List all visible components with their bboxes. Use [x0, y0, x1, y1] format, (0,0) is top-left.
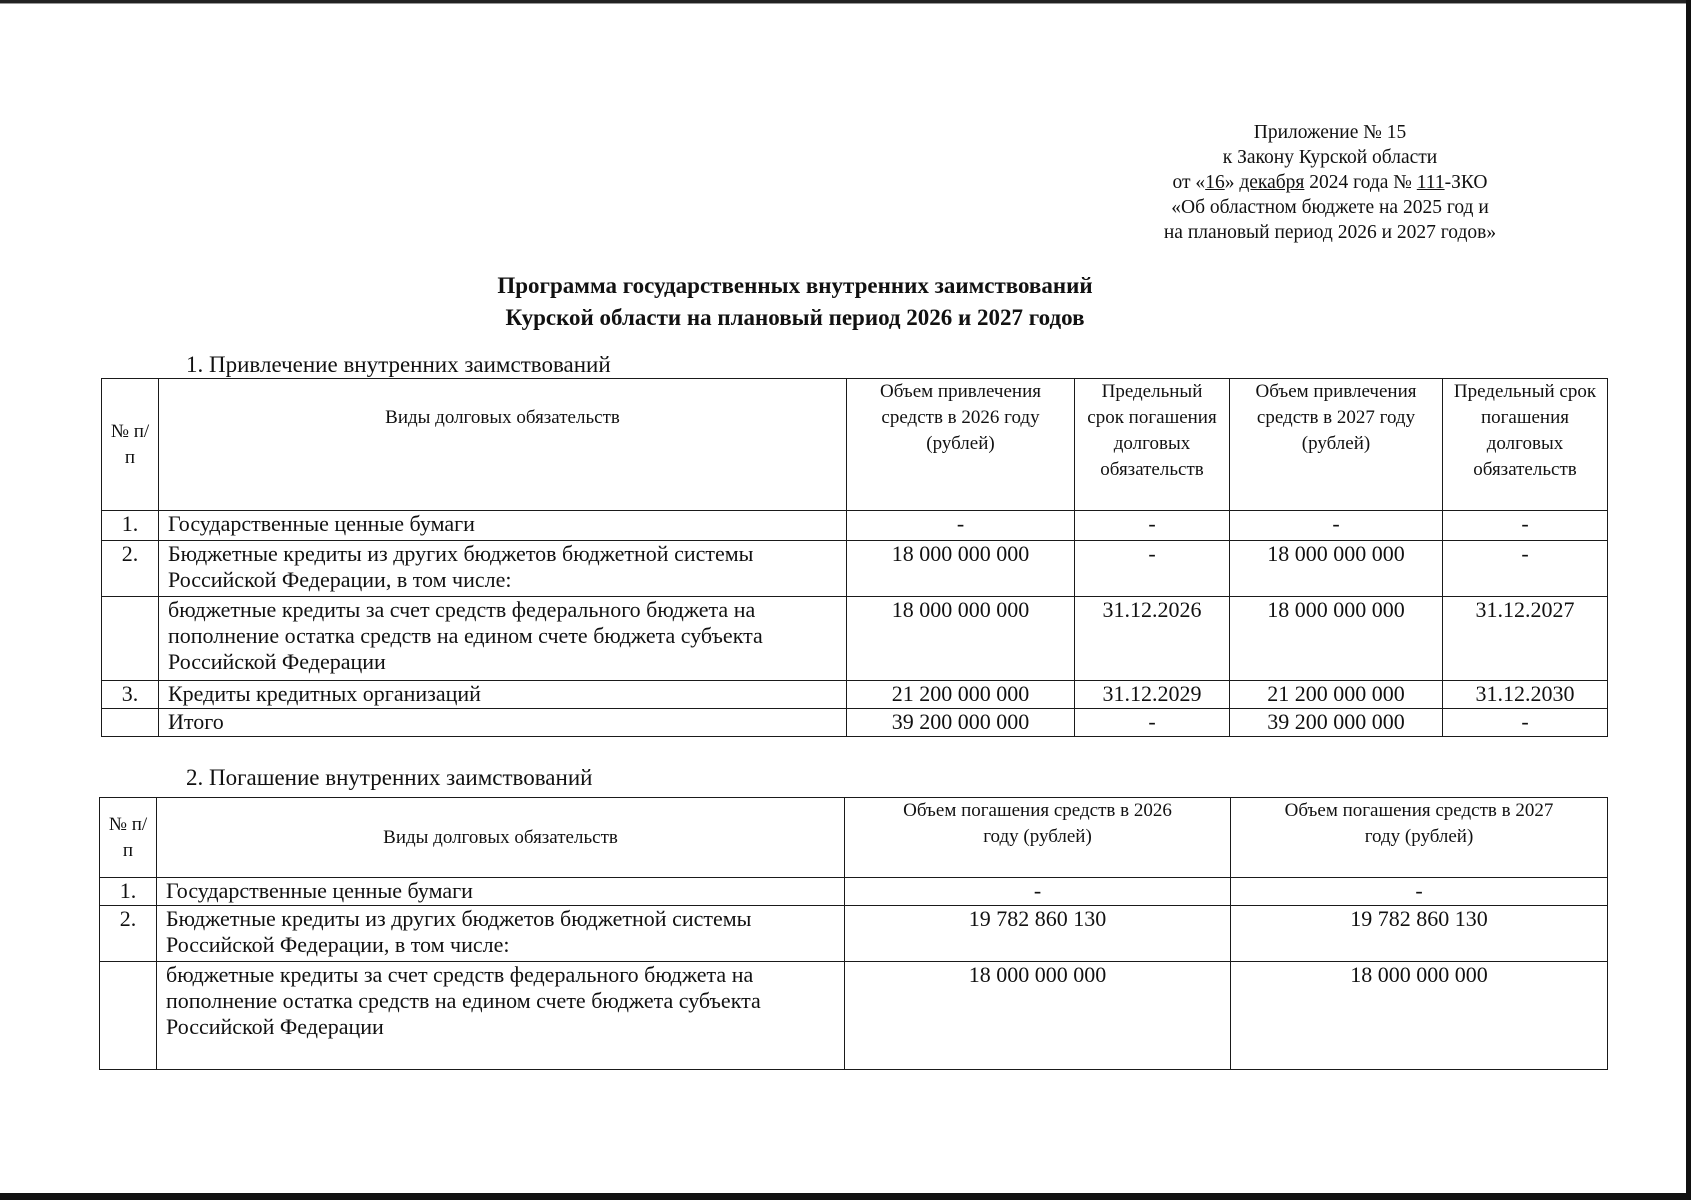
- row-vol2026: 18 000 000 000: [847, 541, 1075, 597]
- appendix-law-title-1: «Об областном бюджете на 2025 год и: [1171, 197, 1489, 218]
- col-header-vol2027: Объем привлечения средств в 2027 году (рублей): [1230, 379, 1443, 511]
- row-term2026: 31.12.2029: [1075, 681, 1230, 709]
- law-number: 111: [1416, 172, 1445, 193]
- row-term2026: 31.12.2026: [1075, 597, 1230, 681]
- date-mid1: »: [1224, 172, 1240, 193]
- col-header-vol2026: Объем погашения средств в 2026 году (рублей): [845, 798, 1231, 878]
- row-vol2027: 18 000 000 000: [1230, 597, 1443, 681]
- date-month: декабря: [1239, 172, 1305, 193]
- row-num: 1.: [102, 511, 159, 541]
- row-vol2026: 18 000 000 000: [847, 597, 1075, 681]
- col-header-num: № п/п: [100, 798, 157, 878]
- row-term2027: -: [1443, 511, 1608, 541]
- row-type: Бюджетные кредиты из других бюджетов бюджетной системы Российской Федерации, в том числе:: [159, 541, 847, 597]
- borrowing-attraction-table: [101, 378, 1608, 737]
- row-term2026: -: [1075, 541, 1230, 597]
- section-2-heading: 2. Погашение внутренних заимствований: [186, 765, 593, 790]
- row-type: Государственные ценные бумаги: [157, 878, 845, 906]
- table-row: [102, 681, 1608, 709]
- row-type: Государственные ценные бумаги: [159, 511, 847, 541]
- row-vol2027: 19 782 860 130: [1231, 906, 1608, 962]
- table-row: [102, 597, 1608, 681]
- row-vol2026: 21 200 000 000: [847, 681, 1075, 709]
- appendix-law: к Закону Курской области: [1222, 147, 1438, 168]
- table-header-row: [102, 379, 1608, 511]
- row-num: [102, 709, 159, 737]
- row-vol2027: -: [1230, 511, 1443, 541]
- law-suffix: -ЗКО: [1444, 172, 1488, 193]
- col-header-type: Виды долговых обязательств: [157, 798, 845, 878]
- date-day: 16: [1205, 172, 1225, 193]
- row-type: Бюджетные кредиты из других бюджетов бюджетной системы Российской Федерации, в том числе:: [157, 906, 845, 962]
- row-type: Кредиты кредитных организаций: [159, 681, 847, 709]
- row-type: Итого: [159, 709, 847, 737]
- row-type: бюджетные кредиты за счет средств федерального бюджета на пополнение остатка средств на едином счете бюджета субъекта Российской Федерации: [157, 962, 845, 1070]
- table-header-row: [100, 798, 1608, 878]
- row-term2027: 31.12.2027: [1443, 597, 1608, 681]
- title-line-2: Курской области на плановый период 2026 и 2027 годов: [505, 305, 1085, 330]
- row-term2026: -: [1075, 709, 1230, 737]
- row-vol2027: 39 200 000 000: [1230, 709, 1443, 737]
- appendix-date-line: [1110, 170, 1550, 195]
- col-header-vol2026: Объем привлечения средств в 2026 году (рублей): [847, 379, 1075, 511]
- row-vol2026: 39 200 000 000: [847, 709, 1075, 737]
- table-row: [100, 906, 1608, 962]
- table-row: [102, 541, 1608, 597]
- row-term2027: -: [1443, 709, 1608, 737]
- row-vol2026: -: [847, 511, 1075, 541]
- scan-edge-right: [1686, 0, 1691, 1200]
- col-header-vol2027: Объем погашения средств в 2027 году (рублей): [1231, 798, 1608, 878]
- row-vol2026: 19 782 860 130: [845, 906, 1231, 962]
- document-title: [300, 270, 1290, 334]
- scan-edge-bottom: [0, 1193, 1691, 1200]
- scan-edge-top-thin: [0, 3, 1691, 4]
- row-num: 1.: [100, 878, 157, 906]
- title-line-1: Программа государственных внутренних заимствований: [497, 273, 1093, 298]
- row-vol2027: 18 000 000 000: [1231, 962, 1608, 1070]
- appendix-law-title-2: на плановый период 2026 и 2027 годов»: [1163, 222, 1497, 243]
- col-header-type: Виды долговых обязательств: [159, 379, 847, 511]
- row-vol2026: 18 000 000 000: [845, 962, 1231, 1070]
- col-header-term2027: Предельный срок погашения долговых обязательств: [1443, 379, 1608, 511]
- row-vol2027: 21 200 000 000: [1230, 681, 1443, 709]
- row-num: 2.: [100, 906, 157, 962]
- row-type: бюджетные кредиты за счет средств федерального бюджета на пополнение остатка средств на едином счете бюджета субъекта Российской Федерации: [159, 597, 847, 681]
- table-total-row: [102, 709, 1608, 737]
- appendix-number: Приложение № 15: [1253, 122, 1407, 143]
- table-row: [100, 878, 1608, 906]
- section-1-heading: 1. Привлечение внутренних заимствований: [186, 352, 611, 377]
- row-num: 3.: [102, 681, 159, 709]
- col-header-term2026: Предельный срок погашения долговых обязательств: [1075, 379, 1230, 511]
- col-header-num: № п/п: [102, 379, 159, 511]
- row-vol2027: -: [1231, 878, 1608, 906]
- table-row: [100, 962, 1608, 1070]
- row-vol2027: 18 000 000 000: [1230, 541, 1443, 597]
- borrowing-repayment-table: [99, 797, 1608, 1070]
- row-num: [102, 597, 159, 681]
- date-mid2: 2024 года №: [1304, 172, 1417, 193]
- row-term2027: 31.12.2030: [1443, 681, 1608, 709]
- row-num: [100, 962, 157, 1070]
- appendix-reference: [1110, 120, 1550, 245]
- table-row: [102, 511, 1608, 541]
- date-prefix: от «: [1172, 172, 1206, 193]
- row-term2026: -: [1075, 511, 1230, 541]
- row-vol2026: -: [845, 878, 1231, 906]
- row-term2027: -: [1443, 541, 1608, 597]
- row-num: 2.: [102, 541, 159, 597]
